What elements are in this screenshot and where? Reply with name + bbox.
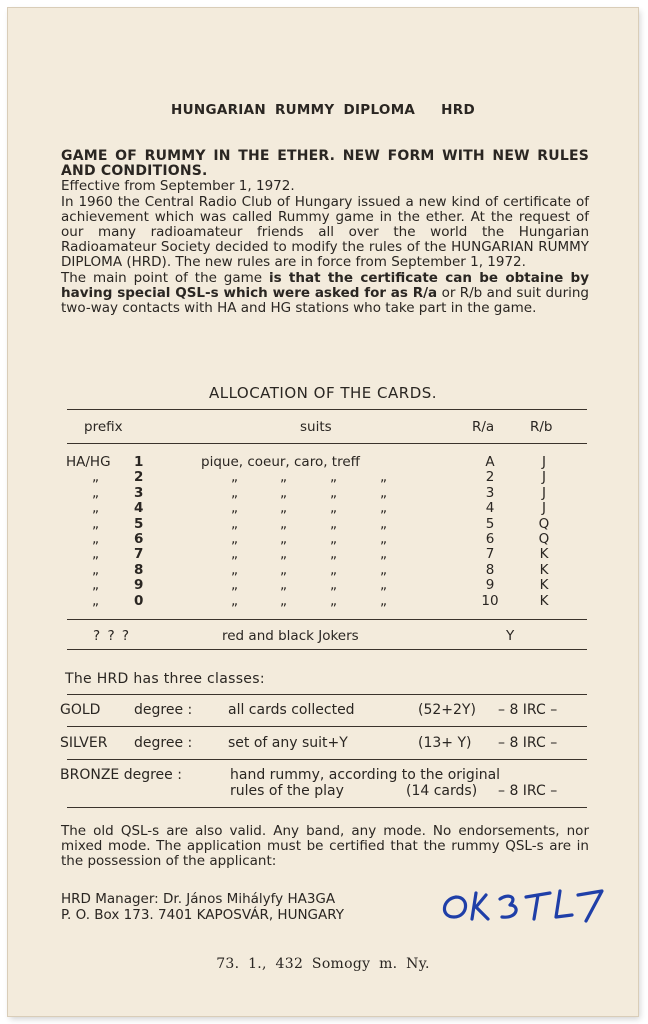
suit-ditto-mark: „ <box>330 531 337 547</box>
rb-cell: J <box>542 484 546 501</box>
ditto-mark: „ <box>92 546 99 563</box>
title-code: HRD <box>441 102 475 118</box>
ra-cell: 10 <box>481 592 499 609</box>
table-row <box>8 563 638 578</box>
jokers-value: Y <box>506 628 515 644</box>
suit-ditto-mark: „ <box>330 469 337 486</box>
suit-ditto-mark: „ <box>380 531 387 547</box>
ditto-mark: „ <box>92 484 99 501</box>
table-row <box>8 486 638 501</box>
bronze-desc-1: hand rummy, according to the original <box>230 767 501 783</box>
ditto-mark: „ <box>92 561 99 578</box>
suit-ditto-mark: „ <box>330 546 337 563</box>
intro-p2-bold: is that the certificate can be obtaine by having special QSL-s which were asked for as R/a <box>61 269 589 301</box>
ditto-mark: „ <box>92 577 99 594</box>
page-title <box>8 102 638 118</box>
table-row <box>8 547 638 562</box>
prefix-number: 5 <box>134 515 144 532</box>
suit-ditto-mark: „ <box>280 577 287 594</box>
prefix-number: 2 <box>134 469 144 486</box>
handwritten-callsign <box>438 879 608 925</box>
prefix-number: 3 <box>134 484 144 501</box>
classes-intro: The HRD has three classes: <box>65 671 265 687</box>
silver-degree: degree : <box>134 735 193 751</box>
suit-ditto-mark: „ <box>231 484 238 501</box>
table-row <box>8 501 638 516</box>
ra-cell: 7 <box>485 546 495 563</box>
suit-ditto-mark: „ <box>380 469 387 486</box>
ditto-mark: „ <box>92 531 99 547</box>
printer-imprint: 73. 1., 432 Somogy m. Ny. <box>216 956 430 972</box>
intro-paragraph-1: In 1960 the Central Radio Club of Hungary issued a new kind of certificate of achievement which was called Rummy game in the ether. At the request of our many radioamateur friends all over the world the Hungarian Radioamateur Society decided to modify the rules of the HUNGARIAN RUMMY DIPLOMA (HRD). The new rules are in force from September 1, 1972. <box>61 193 589 271</box>
gold-degree: degree : <box>134 702 193 718</box>
suit-ditto-mark: „ <box>380 500 387 517</box>
rb-cell: J <box>542 469 546 486</box>
intro-p2-end: or R/b and suit during two-way contacts with HA and HG stations who take part in the game. <box>61 284 589 317</box>
suit-ditto-mark: „ <box>330 577 337 594</box>
diploma-card <box>8 8 638 1016</box>
prefix-number: 0 <box>134 592 144 609</box>
ra-cell: 6 <box>485 531 495 547</box>
header-suits: suits <box>300 419 332 435</box>
prefix-number: 6 <box>134 531 144 547</box>
suits-cell: pique, coeur, caro, treff <box>201 454 360 470</box>
table-row <box>8 532 638 547</box>
gold-desc: all cards collected <box>228 702 355 718</box>
rb-cell: Q <box>538 531 550 547</box>
suit-ditto-mark: „ <box>330 515 337 532</box>
ra-cell: 3 <box>485 484 495 501</box>
classes-rule-3 <box>67 759 587 760</box>
suit-ditto-mark: „ <box>231 500 238 517</box>
intro-headline: GAME OF RUMMY IN THE ETHER. NEW FORM WITH NEW RULES AND CONDITIONS. <box>61 148 589 180</box>
suit-ditto-mark: „ <box>380 546 387 563</box>
gold-count: (52+2Y) <box>418 702 476 718</box>
prefix-number: 7 <box>134 546 144 563</box>
intro-p2-start: The main point of the game <box>61 269 263 286</box>
bronze-fee: – 8 IRC – <box>498 783 558 799</box>
suit-ditto-mark: „ <box>231 515 238 532</box>
table-row <box>8 517 638 532</box>
rb-cell: Q <box>538 515 550 532</box>
suit-ditto-mark: „ <box>280 500 287 517</box>
prefix-number: 4 <box>134 500 144 517</box>
classes-rule-4 <box>67 807 587 808</box>
suit-ditto-mark: „ <box>380 484 387 501</box>
gold-fee: – 8 IRC – <box>498 702 558 718</box>
rb-cell: J <box>542 454 546 470</box>
rb-cell: K <box>539 546 549 563</box>
manager-line-1: HRD Manager: Dr. János Mihályfy HA3GA <box>61 891 336 907</box>
rb-cell: K <box>539 577 549 594</box>
rb-cell: J <box>542 500 546 517</box>
table-header-rule <box>67 443 587 444</box>
suit-ditto-mark: „ <box>380 592 387 609</box>
intro-section <box>61 149 589 316</box>
suit-ditto-mark: „ <box>380 561 387 578</box>
ditto-mark: „ <box>92 515 99 532</box>
ra-cell: 9 <box>485 577 495 594</box>
silver-count: (13+ Y) <box>418 735 472 751</box>
prefix-cell: HA/HG <box>66 454 111 470</box>
suit-ditto-mark: „ <box>380 577 387 594</box>
suit-ditto-mark: „ <box>280 469 287 486</box>
table-row <box>8 455 638 470</box>
prefix-number: 1 <box>134 454 144 470</box>
rb-cell: K <box>539 592 549 609</box>
gold-name: GOLD <box>60 702 101 718</box>
header-prefix: prefix <box>84 419 123 435</box>
suit-ditto-mark: „ <box>330 500 337 517</box>
ra-cell: 5 <box>485 515 495 532</box>
suit-ditto-mark: „ <box>231 531 238 547</box>
ditto-mark: „ <box>92 469 99 486</box>
jokers-prefix: ? ? ? <box>93 628 130 644</box>
header-ra: R/a <box>472 419 495 435</box>
suit-ditto-mark: „ <box>231 546 238 563</box>
header-rb: R/b <box>530 419 553 435</box>
table-row <box>8 594 638 609</box>
ditto-mark: „ <box>92 592 99 609</box>
ra-cell: 8 <box>485 561 495 578</box>
suit-ditto-mark: „ <box>280 592 287 609</box>
footer-note: The old QSL-s are also valid. Any band, any mode. No endorsements, nor mixed mode. The application must be certified that the rummy QSL-s are in the possession of the applicant: <box>61 823 589 870</box>
bronze-name: BRONZE degree : <box>60 767 182 783</box>
suit-ditto-mark: „ <box>280 546 287 563</box>
suit-ditto-mark: „ <box>231 592 238 609</box>
rb-cell: K <box>539 561 549 578</box>
intro-paragraph-2 <box>61 271 589 317</box>
jokers-label: red and black Jokers <box>222 628 359 644</box>
suit-ditto-mark: „ <box>231 561 238 578</box>
ra-cell: 4 <box>485 500 495 517</box>
suit-ditto-mark: „ <box>280 531 287 547</box>
silver-name: SILVER <box>60 735 108 751</box>
table-row <box>8 578 638 593</box>
suit-ditto-mark: „ <box>231 469 238 486</box>
table-row <box>8 470 638 485</box>
bronze-count: (14 cards) <box>406 783 478 799</box>
ra-cell: A <box>485 454 495 470</box>
suit-ditto-mark: „ <box>280 484 287 501</box>
silver-fee: – 8 IRC – <box>498 735 558 751</box>
allocation-title: ALLOCATION OF THE CARDS. <box>208 384 438 402</box>
ditto-mark: „ <box>92 500 99 517</box>
silver-desc: set of any suit+Y <box>228 735 348 751</box>
bronze-desc-2: rules of the play <box>230 783 344 799</box>
suit-ditto-mark: „ <box>330 484 337 501</box>
suit-ditto-mark: „ <box>330 592 337 609</box>
classes-rule-2 <box>67 726 587 727</box>
title-text: HUNGARIAN RUMMY DIPLOMA <box>171 102 416 118</box>
jokers-top-rule <box>67 619 587 620</box>
suit-ditto-mark: „ <box>380 515 387 532</box>
intro-effective: Effective from September 1, 1972. <box>61 178 295 195</box>
ra-cell: 2 <box>485 469 495 486</box>
suit-ditto-mark: „ <box>330 561 337 578</box>
suit-ditto-mark: „ <box>231 577 238 594</box>
table-top-rule <box>67 409 587 410</box>
manager-line-2: P. O. Box 173. 7401 KAPOSVÁR, HUNGARY <box>61 906 345 923</box>
prefix-number: 9 <box>134 577 144 594</box>
prefix-number: 8 <box>134 561 144 578</box>
classes-rule-1 <box>67 694 587 695</box>
suit-ditto-mark: „ <box>280 515 287 532</box>
manager-address <box>61 892 344 923</box>
suit-ditto-mark: „ <box>280 561 287 578</box>
jokers-bottom-rule <box>67 649 587 650</box>
